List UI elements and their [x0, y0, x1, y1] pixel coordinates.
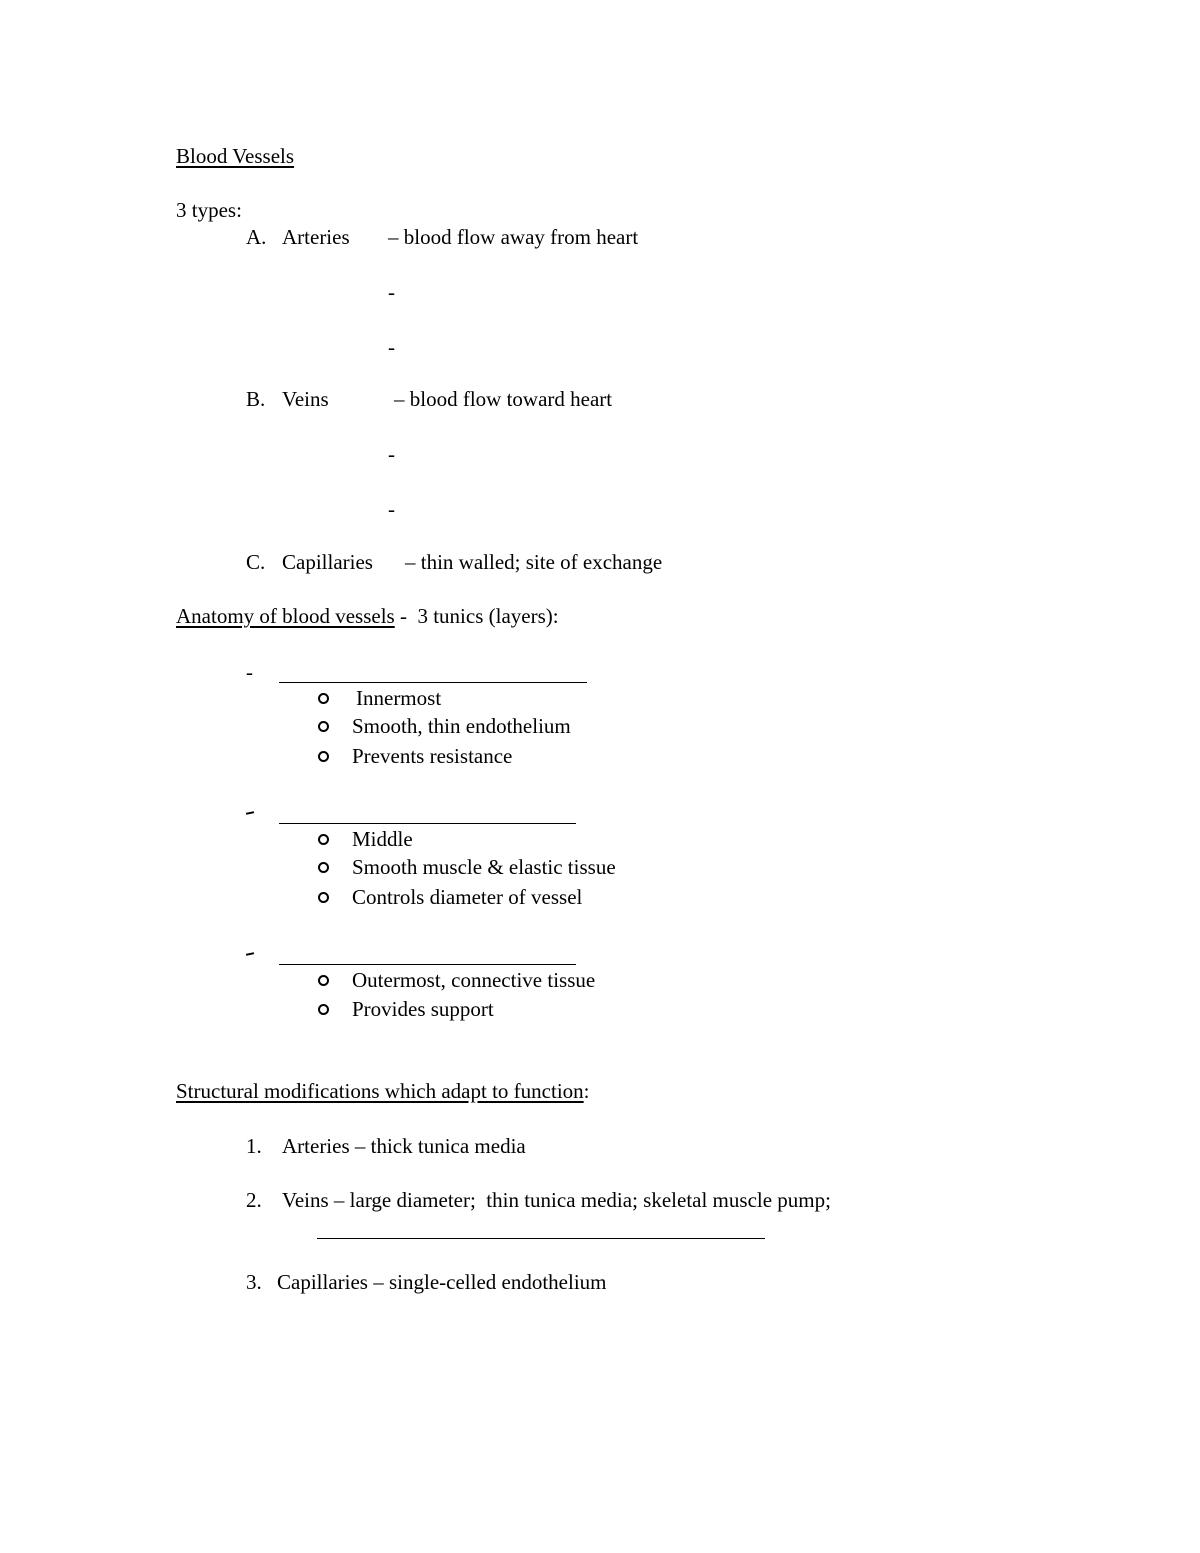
fill-in-blank-line	[279, 964, 576, 965]
types-intro: 3 types:	[176, 198, 242, 222]
structural-item-text: Capillaries – single-celled endothelium	[277, 1270, 607, 1294]
structural-item-text: Arteries – thick tunica media	[282, 1134, 526, 1158]
structural-item-text: Veins – large diameter; thin tunica media; skeletal muscle pump;	[282, 1188, 831, 1212]
circle-bullet-icon	[318, 975, 329, 986]
list-marker: C.	[246, 550, 266, 574]
list-marker: B.	[246, 387, 266, 411]
vessel-name-veins: Veins	[282, 387, 329, 411]
blank-sub-item: -	[388, 335, 395, 359]
anatomy-heading-suffix: - 3 tunics (layers):	[394, 604, 559, 628]
vessel-name-capillaries: Capillaries	[282, 550, 373, 574]
vessel-name-arteries: Arteries	[282, 225, 350, 249]
fill-in-blank-line	[279, 682, 587, 683]
structural-heading-line	[176, 1081, 590, 1102]
anatomy-heading: Anatomy of blood vessels	[176, 604, 395, 628]
structural-heading-suffix: :	[583, 1079, 590, 1103]
tunic-bullet-text: Controls diameter of vessel	[352, 885, 583, 909]
tunic-bullet-text: Innermost	[356, 686, 442, 710]
circle-bullet-icon	[318, 751, 329, 762]
tunic-bullet-text: Middle	[352, 827, 413, 851]
blank-sub-item: -	[388, 497, 395, 521]
tunic-bullet-text: Prevents resistance	[352, 744, 513, 768]
tunic-bullet-text: Provides support	[352, 997, 494, 1021]
circle-bullet-icon	[318, 693, 329, 704]
circle-bullet-icon	[318, 862, 329, 873]
tunic-marker: -	[246, 660, 253, 684]
list-marker: 3.	[246, 1270, 262, 1294]
vessel-desc-capillaries: – thin walled; site of exchange	[405, 550, 663, 574]
list-marker: 2.	[246, 1188, 262, 1212]
circle-bullet-icon	[318, 721, 329, 732]
circle-bullet-icon	[318, 1004, 329, 1015]
anatomy-heading-line	[176, 606, 559, 627]
vessel-desc-veins: – blood flow toward heart	[394, 387, 613, 411]
list-marker: 1.	[246, 1134, 262, 1158]
dash-marker-icon	[246, 952, 254, 956]
fill-in-blank-line	[317, 1238, 765, 1239]
circle-bullet-icon	[318, 892, 329, 903]
structural-heading: Structural modifications which adapt to function	[176, 1079, 584, 1103]
tunic-bullet-text: Smooth, thin endothelium	[352, 714, 571, 738]
vessel-desc-arteries: – blood flow away from heart	[388, 225, 639, 249]
tunic-bullet-text: Smooth muscle & elastic tissue	[352, 855, 616, 879]
blank-sub-item: -	[388, 442, 395, 466]
list-marker: A.	[246, 225, 267, 249]
blank-sub-item: -	[388, 280, 395, 304]
dash-marker-icon	[246, 811, 254, 815]
tunic-bullet-text: Outermost, connective tissue	[352, 968, 596, 992]
fill-in-blank-line	[279, 823, 576, 824]
circle-bullet-icon	[318, 834, 329, 845]
page-title: Blood Vessels	[176, 144, 295, 168]
